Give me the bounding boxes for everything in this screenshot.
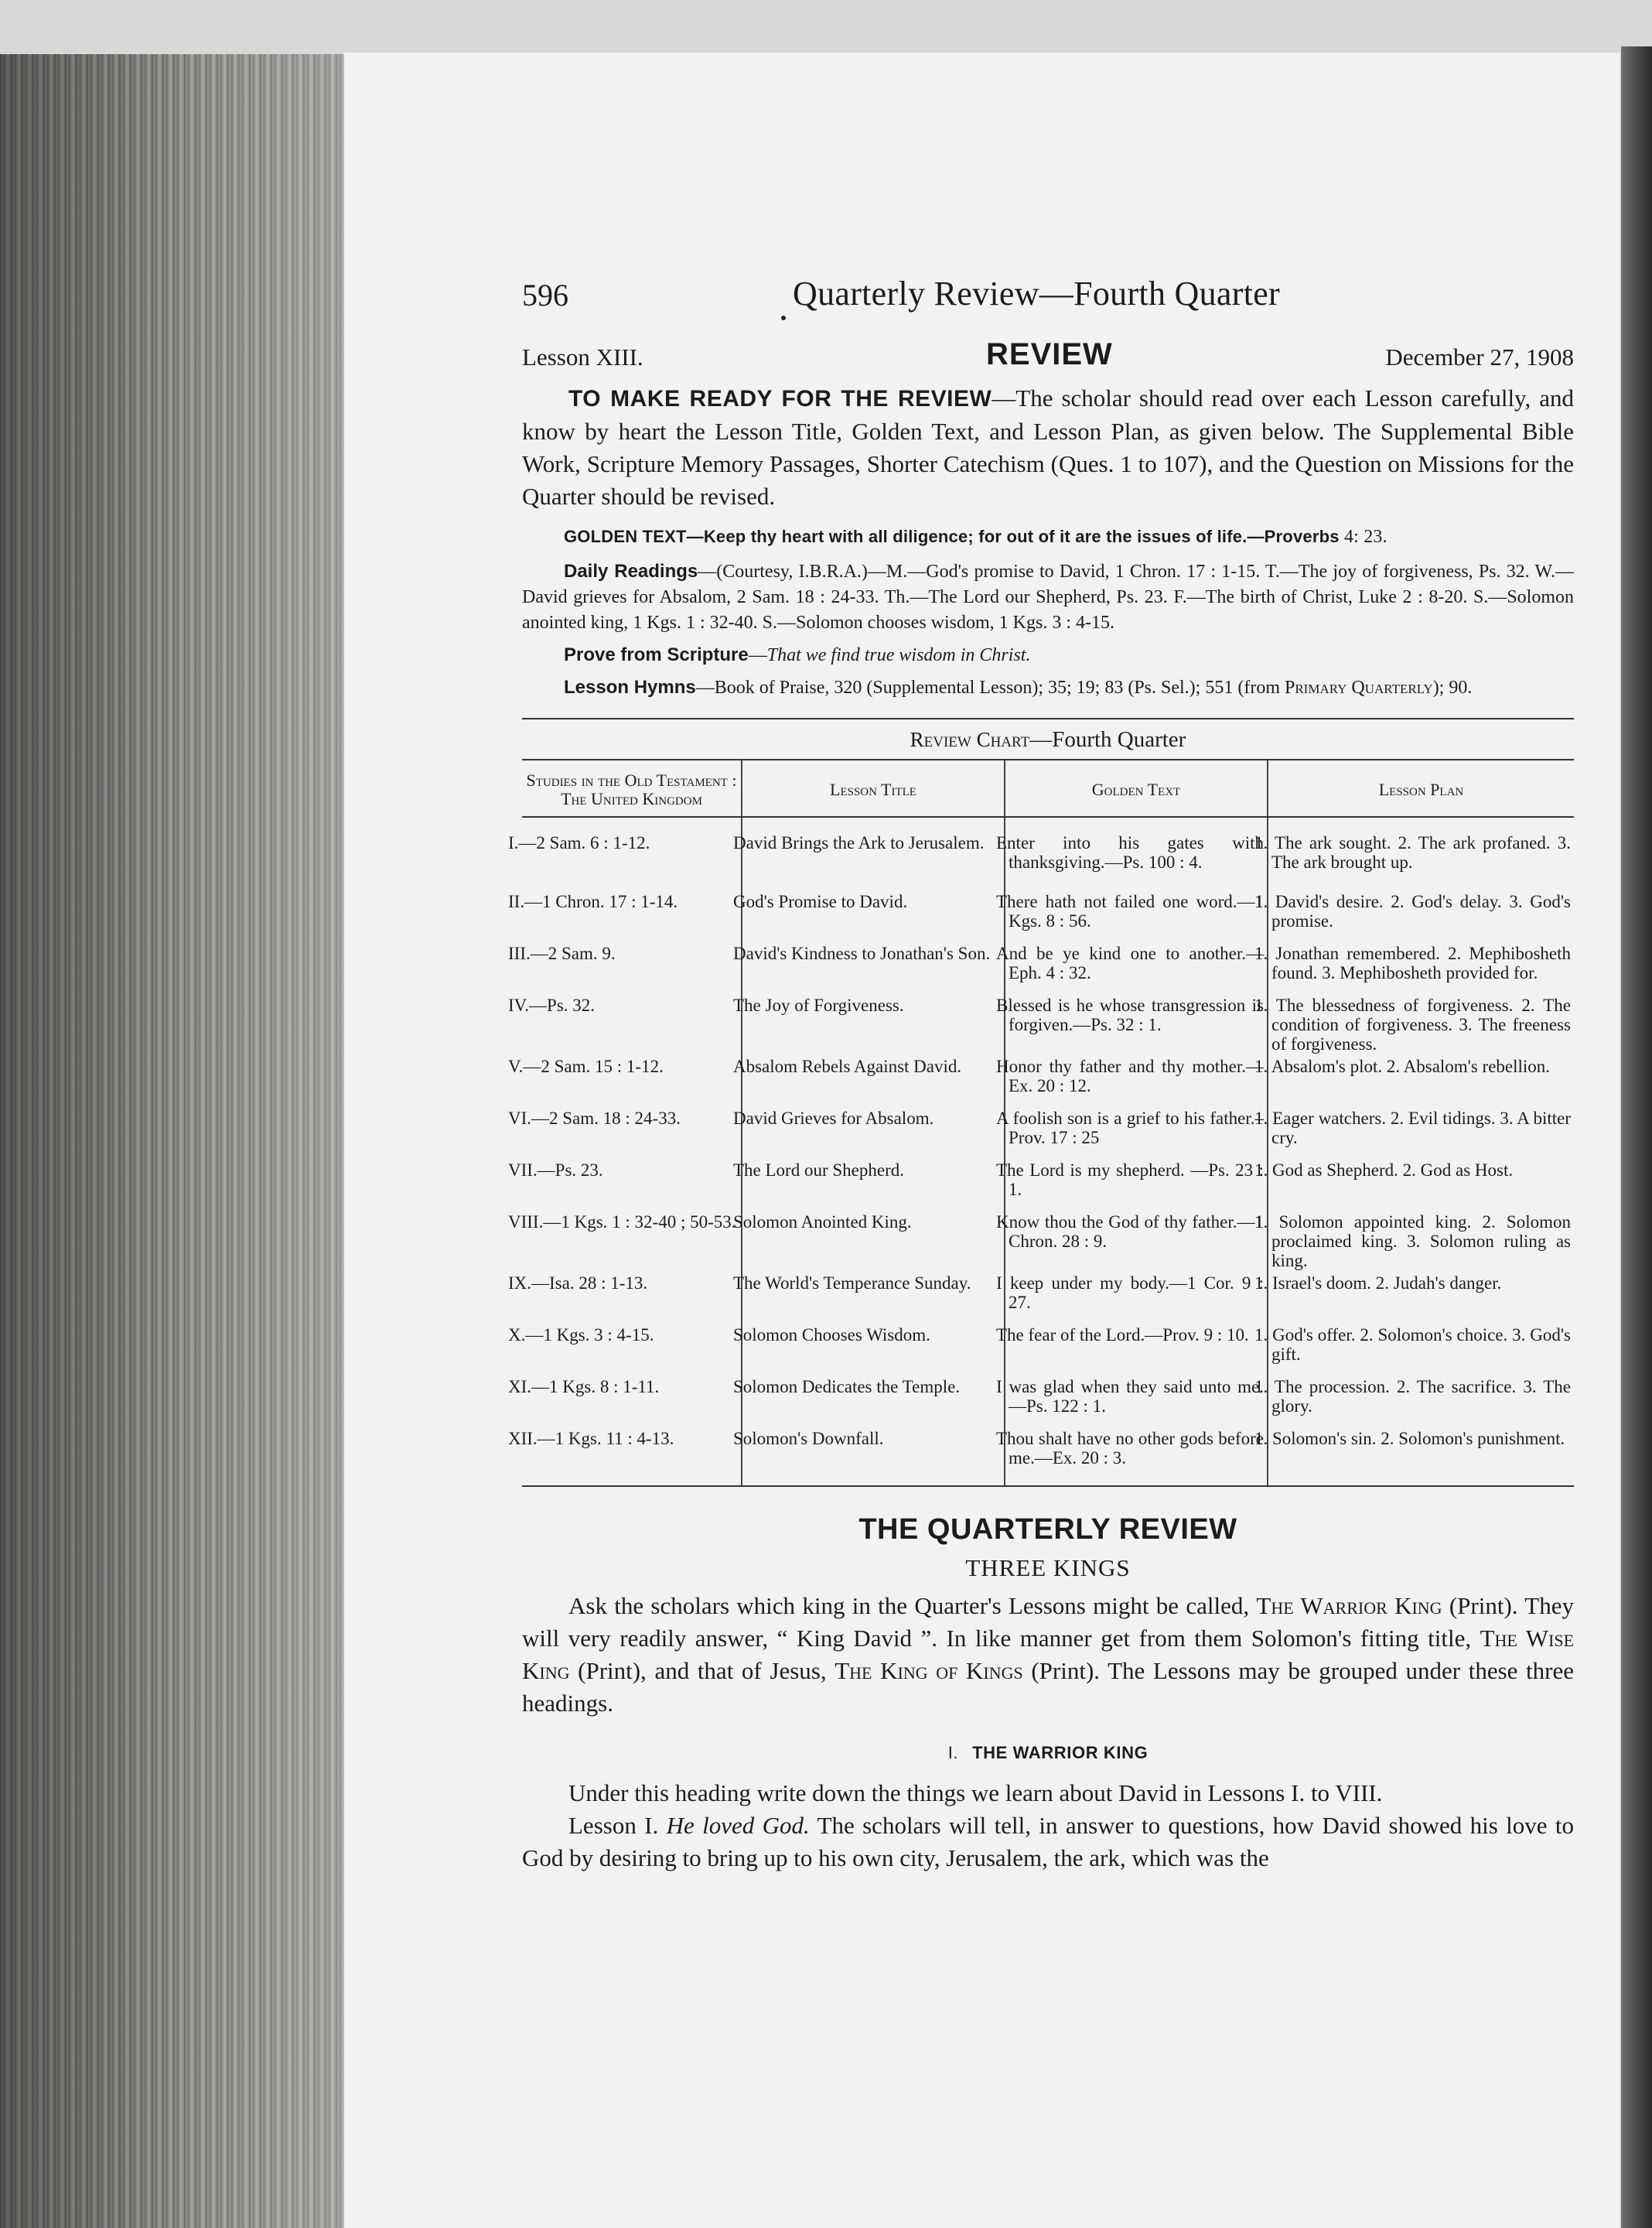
lesson-heading [522,337,1574,382]
cell-title: God's Promise to David. [742,889,1005,941]
p1-c: (Print), and that of Jesus, [569,1657,835,1684]
divider [522,718,1574,719]
cell-study: IV.—Ps. 32. [508,996,596,1015]
section-heading [522,1743,1574,1763]
cell-golden: Enter into his gates with thanksgiving.—Ps. 100 : 4. [1005,817,1268,889]
cell-study: VI.—2 Sam. 18 : 24-33. [508,1109,681,1128]
cell-study: II.—1 Chron. 17 : 1-14. [508,892,678,911]
cell-study: VII.—Ps. 23. [508,1160,603,1180]
daily-readings-lead: Daily Readings [564,561,698,582]
p1-b: (Print). They will very readily answer, “ King David ”. In like manner get from them Solomon's fitting title, [522,1592,1574,1652]
p3-a: Lesson I. [568,1812,667,1839]
intro-paragraph [522,382,1574,513]
book-page-edges [0,54,344,2228]
cell-study: VIII.—1 Kgs. 1 : 32-40 ; 50-53. [508,1212,736,1232]
intro-text: —The scholar should read over each Lesson carefully, and know by heart the Lesson Title, Golden Text, and Lesson Plan, as given below. The Supplemental Bible Work, Scripture Memory Passages, Shorter Catechism (Ques. 1 to 107), and the Question on Missions for the Quarter should be revised. [522,384,1575,510]
lesson-one-paragraph [522,1809,1574,1874]
p1-a: Ask the scholars which king in the Quarter's Lessons might be called, [568,1592,1257,1619]
review-chart [508,759,1574,1487]
cell-plan: 1. Jonathan remembered. 2. Mephibosheth found. 3. Mephibosheth provided for. [1268,941,1574,993]
cell-title: David's Kindness to Jonathan's Son. [742,941,1005,993]
cell-plan: 1. God's offer. 2. Solomon's choice. 3. God's gift. [1268,1322,1574,1374]
cell-plan: 1. Solomon's sin. 2. Solomon's punishment. [1268,1426,1574,1486]
p3-b: The scholars will tell, in answer to questions, how David showed his love to God by desiring to bring up to his own city, Jerusalem, the ark, which was the [522,1812,1574,1871]
chart-title-sc: Review Chart [910,728,1030,751]
section-number: I. [947,1743,959,1762]
cell-title: The World's Temperance Sunday. [742,1270,1005,1322]
cell-plan: 1. Solomon appointed king. 2. Solomon proclaimed king. 3. Solomon ruling as king. [1268,1209,1574,1270]
cell-title: The Joy of Forgiveness. [742,993,1005,1054]
cell-study: X.—1 Kgs. 3 : 4-15. [508,1325,654,1345]
lesson-date: December 27, 1908 [1385,343,1574,371]
table-row [522,1054,1574,1105]
section-title: THE WARRIOR KING [972,1743,1149,1762]
cell-plan: 1. Absalom's plot. 2. Absalom's rebellion. [1268,1054,1574,1105]
cell-golden: Blessed is he whose transgression is forgiven.—Ps. 32 : 1. [1005,993,1268,1054]
three-kings-paragraph [522,1590,1574,1720]
table-row [522,1426,1574,1486]
hymns-text: —Book of Praise, 320 (Supplemental Lesson); 35; 19; 83 (Ps. Sel.); 551 (from [695,678,1285,698]
prove-dash: — [748,645,767,665]
cell-study: IX.—Isa. 28 : 1-13. [508,1273,648,1293]
table-row [522,1374,1574,1426]
cell-study: XII.—1 Kgs. 11 : 4-13. [522,1426,742,1486]
daily-readings [522,559,1574,636]
table-row [522,817,1574,889]
cell-golden: Thou shalt have no other gods before me.—Ex. 20 : 3. [1005,1426,1268,1486]
warrior-king-intro: Under this heading write down the things we learn about David in Lessons I. to VIII. [568,1779,1383,1806]
cell-title: Solomon Anointed King. [742,1209,1005,1270]
page-content [508,275,1575,1874]
hymns-end: ); 90. [1432,678,1473,698]
cell-title: David Grieves for Absalom. [742,1105,1005,1157]
quarterly-review-subtitle: THREE KINGS [965,1554,1131,1581]
cell-golden: Honor thy father and thy mother.—Ex. 20 : 12. [1005,1054,1268,1105]
p3-italic: He loved God. [666,1812,810,1839]
table-row [522,941,1574,993]
wise-king-term: The Wise King [522,1625,1575,1684]
table-row [522,993,1574,1054]
running-header [522,277,1574,326]
header-golden-text: Golden Text [1005,760,1268,817]
cell-golden: I was glad when they said unto me.—Ps. 122 : 1. [1005,1374,1268,1426]
cell-golden: There hath not failed one word.—1 Kgs. 8 : 56. [1005,889,1268,941]
intro-lead: TO MAKE READY FOR THE REVIEW [568,386,992,412]
cell-title: Solomon's Downfall. [742,1426,1005,1486]
table-row [522,1157,1574,1209]
chart-title [522,727,1574,753]
daily-readings-text: —(Courtesy, I.B.R.A.)—M.—God's promise to David, 1 Chron. 17 : 1-15. T.—The joy of forgiveness, Ps. 32. W.—David grieves for Absalom, 2 Sam. 18 : 24-33. Th.—The Lord our Shepherd, Ps. 23. F.—The birth of Christ, Luke 2 : 8-20. S.—Solomon anointed king, 1 Kgs. 1 : 32-40. S.—Solomon chooses wisdom, 1 Kgs. 3 : 4-15. [522,562,1574,633]
cell-study: V.—2 Sam. 15 : 1-12. [508,1057,664,1076]
warrior-king-term: The Warrior King [1256,1592,1442,1619]
page-number: 596 [522,278,568,313]
cell-plan: 1. Eager watchers. 2. Evil tidings. 3. A bitter cry. [1268,1105,1574,1157]
prove-text: That we find true wisdom in Christ. [766,645,1031,665]
header-lesson-title: Lesson Title [742,760,1005,817]
hymns-source: Primary Quarterly [1284,678,1433,698]
cell-title: David Brings the Ark to Jerusalem. [742,817,1005,889]
header-studies: Studies in the Old Testament : The United Kingdom [522,760,742,817]
cell-golden: The Lord is my shepherd. —Ps. 23 : 1. [1005,1157,1268,1209]
cell-study: I.—2 Sam. 6 : 1-12. [508,833,650,853]
running-title: Quarterly Review—Fourth Quarter [793,275,1281,313]
king-of-kings-term: The King of Kings [835,1657,1023,1684]
cell-golden: A foolish son is a grief to his father.–Prov. 17 : 25 [1005,1105,1268,1157]
prove-from-scripture [522,642,1574,668]
book-page [344,53,1620,2228]
cell-plan: 1. The blessedness of forgiveness. 2. The condition of forgiveness. 3. The freeness of forgiveness. [1268,993,1574,1054]
cell-plan: 1. Israel's doom. 2. Judah's danger. [1268,1270,1574,1322]
cell-golden: The fear of the Lord.—Prov. 9 : 10. [1005,1322,1268,1374]
cell-golden: I keep under my body.—1 Cor. 9 : 27. [1005,1270,1268,1322]
cell-plan: 1. David's desire. 2. God's delay. 3. God's promise. [1268,889,1574,941]
cell-title: The Lord our Shepherd. [742,1157,1005,1209]
scan-background-top [0,0,1652,54]
chart-header-row [522,760,1574,817]
table-row [522,1209,1574,1270]
cell-study: III.—2 Sam. 9. [508,944,616,963]
golden-text-ref: 4: 23. [1343,527,1387,547]
hymns-lead: Lesson Hymns [564,677,696,698]
cell-plan: 1. God as Shepherd. 2. God as Host. [1268,1157,1574,1209]
cell-plan: 1. The procession. 2. The sacrifice. 3. The glory. [1268,1374,1574,1426]
p1-d: (Print). The Lessons may be grouped under these three headings. [522,1657,1574,1717]
cell-study: XI.—1 Kgs. 8 : 1-11. [508,1377,660,1396]
table-row [522,1270,1574,1322]
prove-lead: Prove from Scripture [564,644,749,665]
cell-title: Solomon Chooses Wisdom. [742,1322,1005,1374]
golden-text [564,527,1574,548]
cell-plan: 1. The ark sought. 2. The ark profaned. 3. The ark brought up. [1268,817,1574,889]
table-row [522,1105,1574,1157]
cell-title: Solomon Dedicates the Temple. [742,1374,1005,1426]
scan-background-right [1621,46,1652,2228]
cell-golden: And be ye kind one to another.—Eph. 4 : 32. [1005,941,1268,993]
lesson-number: Lesson XIII. [522,343,643,371]
header-lesson-plan: Lesson Plan [1268,760,1574,817]
lesson-hymns [522,675,1574,701]
table-row [522,889,1574,941]
table-row [522,1322,1574,1374]
cell-golden: Know thou the God of thy father.—1 Chron. 28 : 9. [1005,1209,1268,1270]
chart-title-rest: —Fourth Quarter [1029,727,1186,752]
golden-text-body: GOLDEN TEXT—Keep thy heart with all diligence; for out of it are the issues of life.—Proverbs [564,527,1344,546]
quarterly-review-title: THE QUARTERLY REVIEW [858,1513,1237,1546]
cell-title: Absalom Rebels Against David. [742,1054,1005,1105]
lesson-title: REVIEW [986,337,1113,371]
